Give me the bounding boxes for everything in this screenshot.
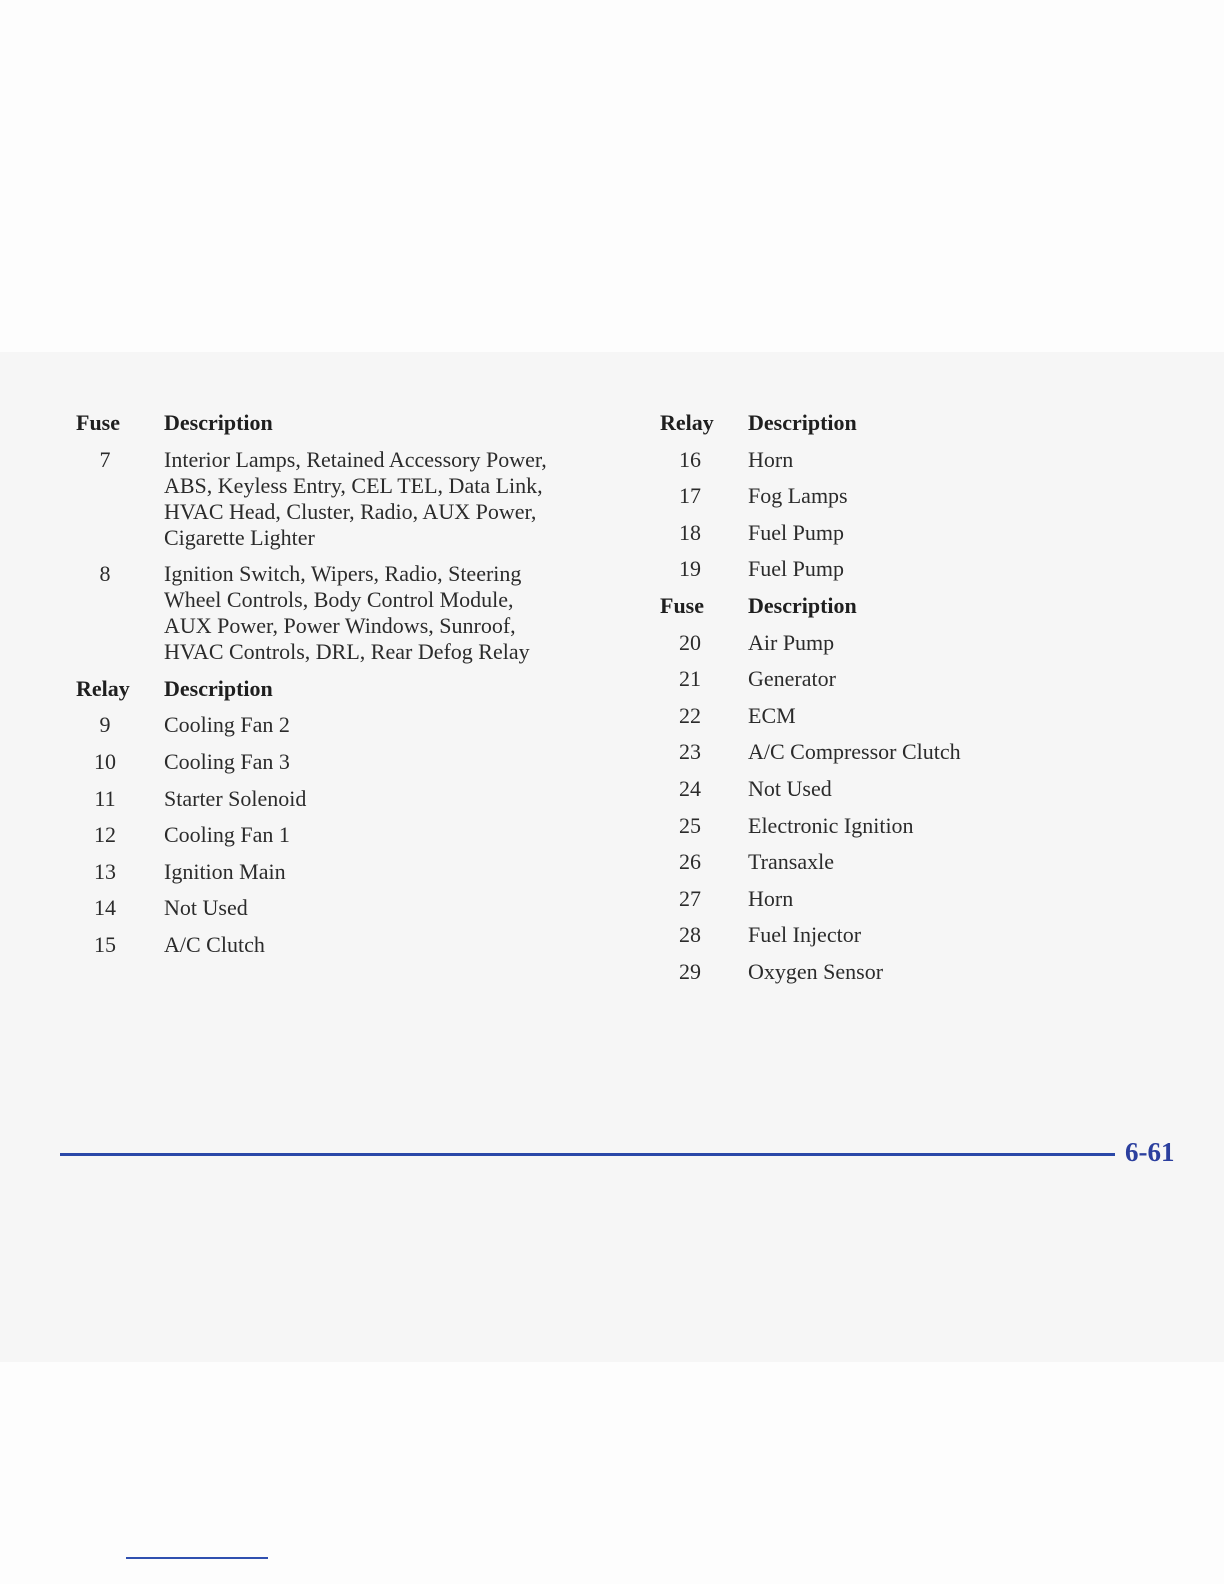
table-row [660,959,1100,985]
description-line: Ignition Switch, Wipers, Radio, Steering [164,561,522,587]
table-row [76,895,596,921]
table-header-row [76,676,596,702]
item-description [748,776,1100,802]
description-line: A/C Clutch [164,931,265,957]
description-line: Fog Lamps [748,483,848,509]
description-line: Transaxle [748,849,834,875]
item-description [164,932,596,958]
table-row [76,749,596,775]
description-line: Not Used [164,895,248,921]
item-number: 9 [99,712,111,738]
description-line: Horn [748,885,794,911]
item-number: 25 [679,812,701,838]
description-line: Oxygen Sensor [748,958,884,984]
column-header-description: Description [164,410,273,435]
description-line: HVAC Controls, DRL, Rear Defog Relay [164,639,530,665]
table-row [660,520,1100,546]
description-line: HVAC Head, Cluster, Radio, AUX Power, [164,498,537,524]
item-description [164,447,596,551]
item-description [164,712,596,738]
item-number: 28 [679,922,701,948]
fuse-relay-table-right [660,410,1100,996]
item-description [748,666,1100,692]
table-header-row [76,410,596,436]
item-description [748,556,1100,582]
item-description [748,849,1100,875]
item-number: 12 [94,822,116,848]
table-row [76,712,596,738]
table-row [660,556,1100,582]
item-number: 29 [679,958,701,984]
description-line: Cooling Fan 2 [164,712,290,738]
item-description [748,483,1100,509]
item-number: 13 [94,858,116,884]
item-number: 10 [94,748,116,774]
table-row [76,859,596,885]
page-number: 6-61 [1125,1137,1175,1167]
description-line: Fuel Pump [748,556,844,582]
item-number: 23 [679,739,701,765]
description-line: Horn [748,446,794,472]
item-number: 21 [679,666,701,692]
item-description [748,703,1100,729]
item-description [164,859,596,885]
description-line: Cooling Fan 1 [164,822,290,848]
item-description [164,786,596,812]
item-description [748,447,1100,473]
column-header-number: Fuse [76,410,120,435]
description-line: Wheel Controls, Body Control Module, [164,587,514,613]
item-description [164,561,596,665]
item-number: 14 [94,895,116,921]
item-number: 22 [679,702,701,728]
description-line: ABS, Keyless Entry, CEL TEL, Data Link, [164,472,543,498]
item-number: 17 [679,483,701,509]
item-description [164,895,596,921]
item-description [748,922,1100,948]
description-line: AUX Power, Power Windows, Sunroof, [164,613,516,639]
table-row [660,483,1100,509]
table-row [76,786,596,812]
table-row [76,447,596,551]
description-line: Air Pump [748,629,835,655]
description-line: Not Used [748,775,832,801]
item-number: 20 [679,629,701,655]
table-header-row [660,410,1100,436]
table-row [660,447,1100,473]
table-row [660,922,1100,948]
column-header-number: Relay [76,675,130,701]
item-number: 18 [679,519,701,545]
column-header-description: Description [748,592,857,618]
item-number: 16 [679,446,701,472]
item-description [748,630,1100,656]
column-header-description: Description [164,675,273,701]
item-description [748,739,1100,765]
item-number: 19 [679,556,701,582]
table-row [660,886,1100,912]
description-line: Generator [748,666,836,692]
description-line: Fuel Pump [748,519,844,545]
item-number: 27 [679,885,701,911]
item-description [748,813,1100,839]
description-line: Cigarette Lighter [164,524,315,550]
item-description [164,822,596,848]
item-description [748,886,1100,912]
item-number: 7 [99,446,111,472]
table-row [76,822,596,848]
table-row [660,703,1100,729]
column-header-description: Description [748,410,857,435]
description-line: Electronic Ignition [748,812,914,838]
description-line: Cooling Fan 3 [164,748,290,774]
item-number: 11 [94,785,116,811]
table-row [660,813,1100,839]
column-header-number: Fuse [660,592,704,618]
item-description [748,520,1100,546]
description-line: Interior Lamps, Retained Accessory Power, [164,446,547,472]
description-line: A/C Compressor Clutch [748,739,961,765]
table-row [660,849,1100,875]
item-number: 8 [99,561,111,587]
item-number: 15 [94,931,116,957]
item-number: 24 [679,775,701,801]
table-row [660,630,1100,656]
description-line: Starter Solenoid [164,785,307,811]
item-description [748,959,1100,985]
fuse-relay-table-left [76,410,596,969]
footer-rule [60,1153,1115,1156]
table-row [660,739,1100,765]
table-header-row [660,593,1100,619]
description-line: ECM [748,702,796,728]
table-row [76,932,596,958]
item-number: 26 [679,849,701,875]
table-row [660,666,1100,692]
table-row [76,561,596,665]
item-description [164,749,596,775]
description-line: Fuel Injector [748,922,862,948]
description-line: Ignition Main [164,858,286,884]
bottom-mark [126,1557,268,1559]
column-header-number: Relay [660,410,714,435]
table-row [660,776,1100,802]
